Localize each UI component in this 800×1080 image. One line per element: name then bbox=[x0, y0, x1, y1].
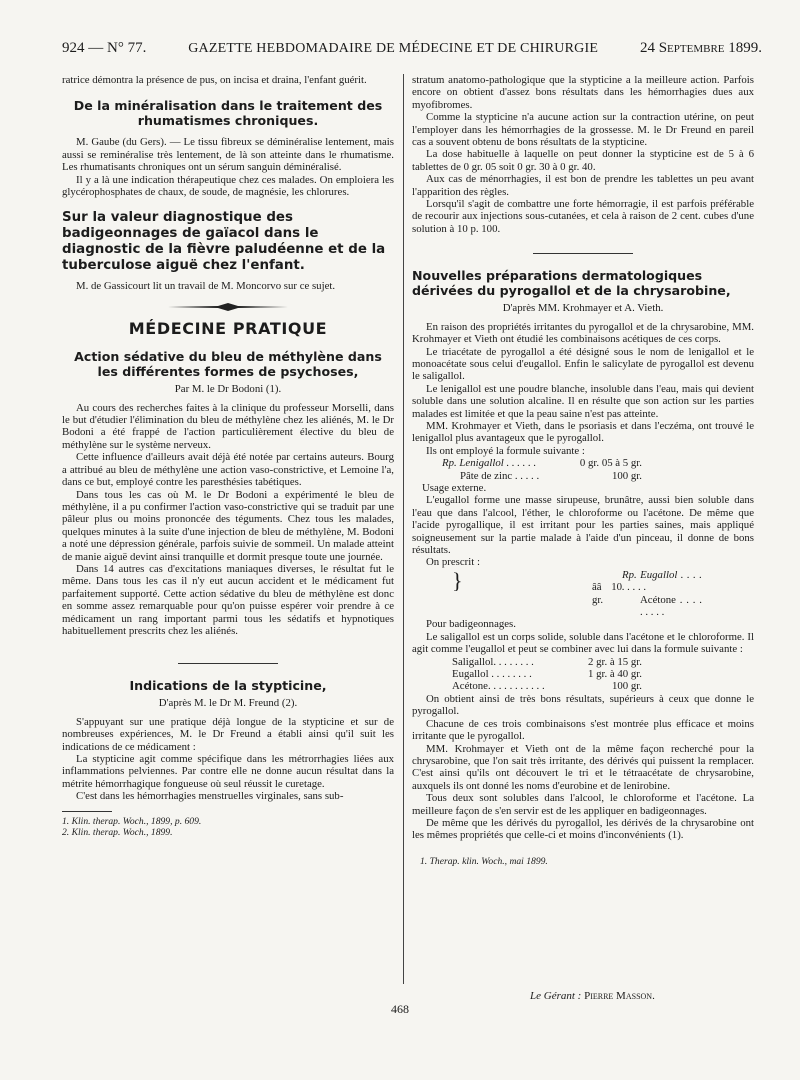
paragraph: On obtient ainsi de très bons résultats, supérieurs à ceux que donne le pyrogallol. bbox=[412, 692, 754, 718]
prescription-item: Acétone. . . . . . . . . . . bbox=[452, 680, 545, 693]
continued-text: stratum anatomo-pathologique que la stypticine a la meilleure action. Parfois encore on obtient d'assez bons résultats dans les hémorrhagies dues aux myofibromes. bbox=[412, 74, 754, 111]
gerant-label: Le Gérant : bbox=[530, 990, 582, 1002]
prescription-dose: 1 gr. à 40 gr. bbox=[588, 668, 642, 681]
footnote: 1. Therap. klin. Woch., mai 1899. bbox=[420, 855, 548, 867]
prescription-item: Saligallol. . . . . . . . bbox=[452, 655, 534, 668]
prescription-eugallol bbox=[452, 569, 754, 619]
paragraph: Le saligallol est un corps solide, soluble dans l'acétone et le chloroforme. Il agit comme l'eugallol et peut se combiner avec lui dans la formule suivante : bbox=[412, 630, 754, 656]
article-title-gaiacol: Sur la valeur diagnostique des badigeonnages de gaïacol dans le diagnostic de la fièvre paludéenne et de la tuberculose aiguë chez l'enfant. bbox=[62, 210, 386, 274]
paragraph: Comme la stypticine n'a aucune action sur la contraction utérine, on peut l'employer dans les hémorrhagies de la grossesse. M. le Dr Freund en pareil cas a souvent obtenu de bons résultats de la stypticine. bbox=[412, 111, 754, 149]
footnote: 1. Klin. therap. Woch., 1899, p. 609. bbox=[62, 815, 202, 827]
prescription-item: Rp. Lenigallol . . . . . . bbox=[442, 457, 537, 470]
paragraph: Lorsqu'il s'agit de combattre une forte hémorragie, il est parfois préférable de recourir aux injections sous-cutanées, et cela à raison de 2 cent. cubes d'une solution à 10 p. 100. bbox=[412, 198, 754, 235]
paragraph: Dans 14 autres cas d'excitations maniaques diverses, le résultat fut le même. Dans tous les cas il n'y eut aucun accident et le médicament fut parfaitement supporté. Cette action sédative du bleu de méthylène est donc en somme assez remarquable pour qu'on puisse espérer voir prendre à ce médicament un rang important parmi tous les sédatifs et hypnotiques habituellement prescrits chez les aliénés. bbox=[62, 562, 394, 637]
issue-date: 24 Septembre 1899. bbox=[639, 40, 762, 56]
article-byline: D'après M. le Dr M. Freund (2). bbox=[158, 697, 298, 710]
folio-number: 468 bbox=[391, 1002, 409, 1016]
article-title-stypticine: Indications de la stypticine, bbox=[129, 678, 327, 694]
prescription-saligallol bbox=[452, 656, 754, 693]
column-divider bbox=[403, 74, 404, 984]
paragraph: En raison des propriétés irritantes du pyrogallol et de la chrysarobine, MM. Krohmayer et Vieth ont étudié les combinaisons acétiques de ces corps. bbox=[412, 320, 754, 346]
continued-text: ratrice démontra la présence de pus, on incisa et draina, l'enfant guérit. bbox=[62, 74, 367, 86]
paragraph: Le lenigallol est une poudre blanche, insoluble dans l'eau, mais qui devient soluble dans une solution alcaline. Il en résulte que son action sur les parties malades est limitée et que la peau saine n'est pas atteinte. bbox=[412, 382, 754, 420]
paragraph: Tous deux sont solubles dans l'alcool, le chloroforme et l'acétone. La meilleure façon de s'en servir est de les appliquer en badigeonnages. bbox=[412, 792, 754, 817]
article-title-mineralisation: De la minéralisation dans le traitement des rhumatismes chroniques. bbox=[73, 98, 383, 129]
prescription-dose: ââ 10 gr. bbox=[592, 581, 622, 606]
article-byline: D'après MM. Krohmayer et A. Vieth. bbox=[502, 302, 664, 315]
paragraph: On prescrit : bbox=[426, 556, 480, 569]
footnote: 2. Klin. therap. Woch., 1899. bbox=[62, 826, 173, 838]
publisher-signature bbox=[530, 990, 655, 1002]
prescription-note: Pour badigeonnages. bbox=[426, 618, 516, 631]
journal-title: GAZETTE HEBDOMADAIRE DE MÉDECINE ET DE CHIRURGIE bbox=[188, 41, 599, 56]
paragraph: M. Gaube (du Gers). — Le tissu fibreux se déminéralise lentement, mais aussi se reminéralise très lentement, de là son atteinte dans le rhumatisme. Les rhumatisants chroniques ont un sérum sanguin déminéralisé. bbox=[62, 136, 394, 174]
paragraph: Le triacétate de pyrogallol a été désigné sous le nom de lenigallol et le monoacétate sous celui d'eugallol. Enfin le salicylate de pyrogallol est devenu le saligallol. bbox=[412, 345, 754, 383]
page-number-issue: 924 — N° 77. bbox=[62, 40, 147, 56]
paragraph: Aux cas de ménorrhagies, il est bon de prendre les tablettes un peu avant l'apparition des règles. bbox=[412, 173, 754, 198]
footnote-rule bbox=[62, 811, 112, 812]
prescription-item: Pâte de zinc . . . . . bbox=[460, 469, 540, 482]
prescription-dose: 100 gr. bbox=[612, 469, 642, 482]
left-column bbox=[62, 74, 394, 838]
paragraph: MM. Krohmayer et Vieth, dans le psoriasis et dans l'eczéma, ont trouvé le lenigallol plus avantageux que le pyrogallol. bbox=[412, 419, 754, 445]
paragraph: M. de Gassicourt lit un travail de M. Moncorvo sur ce sujet. bbox=[76, 280, 336, 293]
prescription-note: Usage externe. bbox=[422, 481, 487, 494]
section-ornament bbox=[168, 303, 288, 311]
paragraph: Au cours des recherches faites à la clinique du professeur Morselli, dans le but d'étudier l'élimination du bleu de méthylène chez les aliénés, M. le Dr Bodoni a été frappé de l'action particulièrement élective du bleu de méthylène sur le système nerveux. bbox=[62, 401, 394, 451]
article-byline: Par M. le Dr Bodoni (1). bbox=[174, 383, 282, 396]
article-separator bbox=[178, 663, 278, 664]
prescription-dose: 100 gr. bbox=[612, 680, 642, 693]
prescription-dose: 2 gr. à 15 gr. bbox=[588, 655, 642, 668]
running-header bbox=[62, 40, 762, 62]
paragraph: La dose habituelle à laquelle on peut donner la stypticine est de 5 à 6 tablettes de 0 gr. 05 soit 0 gr. 30 à 0 gr. 40. bbox=[412, 148, 754, 173]
prescription-dose: 0 gr. 05 à 5 gr. bbox=[579, 457, 642, 470]
paragraph: La stypticine agit comme spécifique dans les métrorrhagies liées aux inflammations pelviennes. Par contre elle ne donne aucun résultat dans la métrite hémorrhagique fongueuse où seul réussit le curetage. bbox=[62, 753, 394, 790]
paragraph: Dans tous les cas où M. le Dr Bodoni a expérimenté le bleu de méthylène, il a pu confirmer l'action vaso-constrictive qui se traduit par une pâleur plus ou moins prononcée des téguments. Chez tous les malades, quelques minutes à la suite d'une injection de bleu de méthylène, M. Bodoni a noté une dépression générale, parfois suivie de sommeil. Un malade atteint de manie aiguë devint ainsi tranquille et dormit presque toute une journée. bbox=[62, 488, 394, 563]
paragraph: L'eugallol forme une masse sirupeuse, brunâtre, aussi bien soluble dans l'eau que dans l'alcool, l'éther, le chloroforme ou l'acétone. De même que l'acide pyrogallique, il est irritant pour les parties saines, mais appliqué soigneusement sur la partie malade à l'aide d'un pinceau, il donne de bons résultats. bbox=[412, 494, 754, 556]
right-column bbox=[412, 74, 754, 867]
prescription-lenigallol bbox=[442, 457, 754, 482]
paragraph: S'appuyant sur une pratique déjà longue de la stypticine et sur de nombreuses expériences, M. le Dr Freund a établi ainsi qu'il suit les indications de ce médicament : bbox=[62, 715, 394, 753]
prescription-item: Rp. Eugallol . . . . . . . . . bbox=[622, 568, 702, 594]
paragraph: Il y a là une indication thérapeutique chez ces malades. On emploiera les glycérophosphates de chaux, de soude, de magnésie, les chlorures. bbox=[62, 173, 394, 199]
paragraph: Chacune de ces trois combinaisons s'est montrée plus efficace et moins irritante que le pyrogallol. bbox=[412, 717, 754, 743]
paragraph: Ils ont employé la formule suivante : bbox=[426, 444, 585, 457]
brace-icon: } bbox=[452, 567, 463, 593]
paragraph: C'est dans les hémorrhagies menstruelles virginales, sans sub- bbox=[76, 790, 344, 803]
prescription-item: Eugallol . . . . . . . . bbox=[452, 668, 532, 681]
article-separator bbox=[533, 253, 633, 254]
section-title: MÉDECINE PRATIQUE bbox=[128, 318, 328, 338]
gerant-name: Pierre Masson. bbox=[584, 990, 655, 1002]
paragraph: MM. Krohmayer et Vieth ont de la même façon recherché pour la chrysarobine, que l'on sait très irritante, des dérivés qui puissent la remplacer. C'est ainsi qu'ils ont découvert le tri et le tétraacétate de chrysarobine, auxquels ils ont donné les noms d'eurobine et de lenirobine. bbox=[412, 742, 754, 792]
paragraph: De même que les dérivés du pyrogallol, les dérivés de la chrysarobine ont les mêmes propriétés que celle-ci et moins d'inconvénients (1). bbox=[412, 816, 754, 842]
article-title-bleu-methylene: Action sédative du bleu de méthylène dans les différentes formes de psychoses, bbox=[74, 349, 382, 380]
prescription-item: Acétone . . . . . . . . . bbox=[640, 593, 702, 619]
paragraph: Cette influence d'ailleurs avait déjà été notée par certains auteurs. Bourg a attribué au bleu de méthylène une action vaso-constrictive, et Lemoine l'a, dans ce but, employé contre les paresthésies tabétiques. bbox=[62, 451, 394, 489]
article-title-dermatologiques: Nouvelles préparations dermatologiques dérivées du pyrogallol et de la chrysarobine, bbox=[412, 268, 731, 299]
